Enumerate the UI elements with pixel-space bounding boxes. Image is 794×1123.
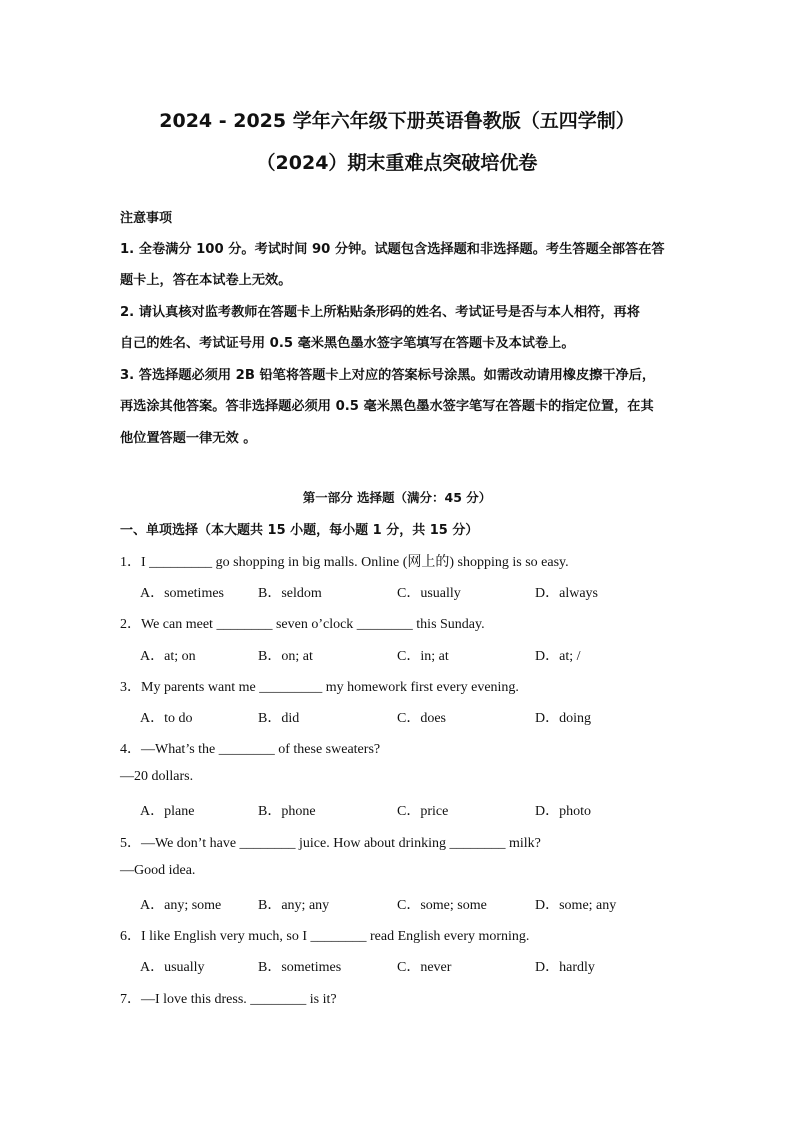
option-a: A．plane [140,804,195,819]
notice-heading: 注意事项 [120,211,173,226]
question-3-options [140,707,740,727]
option-b: B．phone [258,804,316,819]
exam-title-line2: （2024）期末重难点突破培优卷 [256,152,538,174]
option-c: C．does [397,711,446,726]
notice-line: 再选涂其他答案。答非选择题必须用 0.5 毫米黑色墨水签字笔写在答题卡的指定位置，在其 [120,399,654,414]
notice-line: 2. 请认真核对监考教师在答题卡上所粘贴条形码的姓名、考试证号是否与本人相符，再将 [120,305,640,320]
question-7: 7．—I love this dress. ________ is it? [120,992,337,1007]
notice-line: 题卡上，答在本试卷上无效。 [120,273,292,288]
option-c: C．usually [397,586,461,601]
question-4-answer: —20 dollars. [120,769,194,784]
option-d: D．doing [535,711,591,726]
question-2: 2．We can meet ________ seven o’clock ________ this Sunday. [120,617,485,632]
option-c: C．never [397,960,452,975]
option-a: A．at; on [140,649,196,664]
exam-title-line1: 2024 - 2025 学年六年级下册英语鲁教版（五四学制） [159,110,635,132]
notice-line: 3. 答选择题必须用 2B 铅笔将答题卡上对应的答案标号涂黑。如需改动请用橡皮擦干净后， [120,368,656,383]
question-4: 4．—What’s the ________ of these sweaters? [120,742,381,757]
option-a: A．sometimes [140,586,224,601]
option-d: D．photo [535,804,591,819]
part-title: 一、单项选择（本大题共 15 小题，每小题 1 分，共 15 分） [120,523,479,538]
notice-line: 1. 全卷满分 100 分。考试时间 90 分钟。试题包含选择题和非选择题。考生答题全部答在答 [120,242,665,257]
option-c: C．price [397,804,449,819]
option-d: D．always [535,586,598,601]
option-a: A．any; some [140,898,222,913]
notice-line: 他位置答题一律无效 。 [120,431,257,446]
question-5: 5．—We don’t have ________ juice. How about drinking ________ milk? [120,836,541,851]
option-d: D．hardly [535,960,595,975]
question-1-options [140,582,740,602]
option-b: B．did [258,711,300,726]
question-5-answer: —Good idea. [120,863,196,878]
section-title: 第一部分 选择题（满分：45 分） [302,490,492,505]
question-6-options [140,956,740,976]
question-2-options [140,645,740,665]
notice-line: 自己的姓名、考试证号用 0.5 毫米黑色墨水签字笔填写在答题卡及本试卷上。 [120,336,575,351]
question-5-options [140,894,740,914]
option-a: A．to do [140,711,193,726]
question-6: 6．I like English very much, so I ________ read English every morning. [120,929,530,944]
question-1: 1．I _________ go shopping in big malls. Online (网上的) shopping is so easy. [120,555,569,570]
option-c: C．in; at [397,649,449,664]
option-d: D．at; / [535,649,581,664]
option-d: D．some; any [535,898,617,913]
option-b: B．any; any [258,898,330,913]
option-c: C．some; some [397,898,487,913]
option-b: B．on; at [258,649,313,664]
option-a: A．usually [140,960,205,975]
option-b: B．sometimes [258,960,342,975]
question-4-options [140,800,740,820]
question-3: 3．My parents want me _________ my homework first every evening. [120,680,519,695]
option-b: B．seldom [258,586,322,601]
